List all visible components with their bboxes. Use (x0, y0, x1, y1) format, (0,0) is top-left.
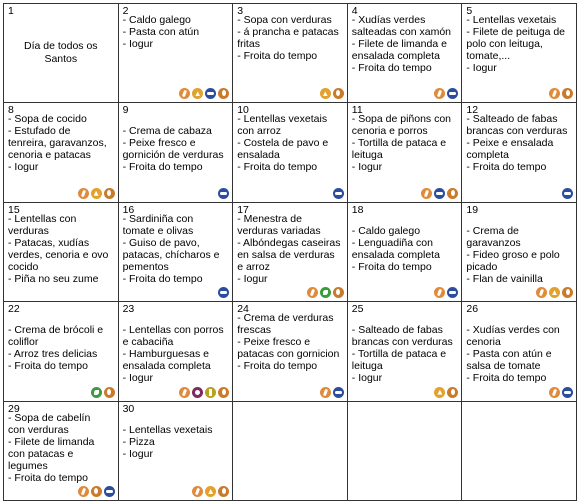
fish-icon (562, 188, 573, 199)
menu-items (123, 213, 231, 285)
allergen-icons (320, 88, 344, 99)
soy-icon (192, 387, 203, 398)
menu-items (466, 312, 574, 384)
menu-line: con verduras (8, 423, 69, 436)
holiday-line: Santos (44, 53, 78, 65)
egg-icon (218, 387, 229, 398)
menu-line: - Lentellas vexetais (466, 14, 557, 26)
menu-line (123, 113, 231, 125)
menu-line: - Lentellas vexetais (237, 113, 328, 126)
menu-line: en salsa de verduras (237, 248, 335, 261)
menu-line: - Lentellas vexetais (122, 423, 213, 436)
empty-cell (462, 401, 577, 500)
fish-icon (447, 88, 458, 99)
menu-line: - Filete de limanda e (351, 38, 447, 50)
allergen-icons (562, 188, 573, 199)
menu-line: brancas con verduras (466, 125, 568, 138)
allergen-icons (549, 387, 573, 398)
egg-icon (333, 287, 344, 298)
fish-icon (447, 287, 458, 298)
day-number: 11 (351, 104, 363, 117)
day-number: 25 (351, 303, 364, 316)
menu-line: salsa de tomate (466, 360, 541, 373)
menu-line: - Iogur (237, 272, 268, 285)
menu-items (237, 312, 345, 372)
menu-line: - Crema de cabaza (122, 125, 212, 138)
day-number: 1 (8, 5, 14, 17)
allergen-icons (78, 188, 115, 199)
gluten-icon (434, 88, 445, 99)
menu-line: - Iogur (466, 62, 497, 74)
day-cell-22 (4, 302, 119, 401)
menu-line: - Iogur (351, 372, 383, 385)
allergen-icons (434, 287, 458, 298)
allergen-icons (91, 387, 115, 398)
allergen-icons (307, 287, 344, 298)
holiday-label (4, 40, 118, 66)
day-number: 22 (8, 303, 20, 316)
menu-line: - Iogur (122, 447, 153, 460)
gluten-icon (78, 486, 89, 497)
egg-icon (333, 88, 344, 99)
milk-icon (434, 387, 445, 398)
menu-line: cocido (8, 260, 39, 273)
milk-icon (549, 287, 560, 298)
menu-line: - Froita do tempo (8, 471, 88, 484)
menu-line: - Sopa de cabelín (8, 411, 91, 424)
menu-line: - Sopa de cocido (8, 113, 87, 126)
day-cell-9 (118, 103, 233, 202)
day-cell-4 (347, 4, 462, 103)
menu-items (123, 412, 231, 460)
gluten-icon (549, 387, 560, 398)
allergen-icons (192, 486, 229, 497)
menu-line: - Peixe fresco e (122, 137, 196, 150)
menu-line: garavanzos (466, 236, 521, 249)
egg-icon (104, 387, 115, 398)
menu-items (8, 113, 116, 173)
day-cell-12 (462, 103, 577, 202)
gluten-icon (78, 188, 89, 199)
menu-line: brancas con verduras (351, 336, 453, 349)
menu-line: - Filete de peituga de (466, 26, 566, 38)
menu-line (352, 312, 460, 324)
fish-icon (333, 387, 344, 398)
egg-icon (447, 188, 458, 199)
menu-line: - Tortilla de pataca e (351, 348, 447, 361)
menu-line: - Xudías verdes con (466, 324, 560, 337)
menu-line: legumes (8, 459, 48, 472)
menu-line: - Piña no seu zume (8, 272, 99, 285)
gluten-icon (320, 387, 331, 398)
menu-items (237, 213, 345, 285)
menu-items (123, 113, 231, 173)
day-number: 19 (466, 203, 479, 216)
menu-line: polo con leituga, (466, 38, 543, 50)
fish-icon (218, 287, 229, 298)
menu-line: - Froita do tempo (466, 161, 547, 174)
menu-items (352, 312, 460, 384)
holiday-line: Día de todos os (24, 40, 98, 52)
menu-line: patacas con gornicion (237, 348, 340, 361)
menu-line: - Salteado de fabas (351, 324, 443, 337)
menu-line (466, 312, 574, 324)
menu-line: verdes, cenoria e ovo (8, 248, 109, 261)
day-number: 15 (8, 203, 20, 216)
week-row (4, 4, 577, 103)
gluten-icon (421, 188, 432, 199)
egg-icon (447, 387, 458, 398)
allergen-icons (434, 387, 458, 398)
menu-line: - Patacas, xudías (8, 236, 90, 249)
fish-icon (104, 486, 115, 497)
day-cell-26 (462, 302, 577, 401)
menu-line: - Pizza (122, 435, 155, 448)
day-number: 18 (351, 203, 364, 216)
allergen-icons (549, 88, 573, 99)
menu-line: cenoria e patacas (8, 149, 91, 162)
day-cell-18 (347, 202, 462, 301)
menu-items (8, 412, 116, 484)
monthly-menu-table (3, 3, 577, 501)
menu-items (466, 213, 574, 285)
egg-icon (91, 486, 102, 497)
day-cell-29 (4, 401, 119, 500)
menu-items (237, 14, 345, 62)
menu-line (123, 412, 231, 424)
gluten-icon (549, 88, 560, 99)
gluten-icon (179, 387, 190, 398)
menu-line: - Sopa con verduras (237, 14, 332, 26)
menu-line: - Sopa de piñons con (351, 113, 452, 126)
menu-line: - Froita do tempo (237, 161, 318, 174)
menu-line: - Iogur (8, 161, 39, 174)
day-number: 16 (122, 203, 135, 216)
fish-icon (205, 88, 216, 99)
menu-line: - Menestra de (237, 212, 302, 225)
menu-body (4, 4, 577, 501)
celery-icon (91, 387, 102, 398)
day-number: 30 (122, 402, 135, 415)
menu-line: - Froita do tempo (8, 360, 88, 373)
day-cell-30 (118, 401, 233, 500)
menu-line: cenoria e porros (351, 125, 428, 138)
menu-items (123, 14, 231, 50)
allergen-icons (320, 387, 344, 398)
week-row (4, 302, 577, 401)
day-number: 5 (466, 5, 473, 17)
menu-line: - Filete de limanda (8, 435, 95, 448)
menu-line (352, 213, 460, 225)
menu-line: ensalada completa (351, 50, 440, 62)
egg-icon (562, 88, 573, 99)
egg-icon (104, 188, 115, 199)
menu-line: - Froita do tempo (122, 161, 203, 174)
day-cell-24 (233, 302, 348, 401)
day-cell-15 (4, 202, 119, 301)
menu-items (466, 14, 574, 74)
day-number: 17 (237, 203, 249, 216)
empty-cell (347, 401, 462, 500)
milk-icon (192, 88, 203, 99)
menu-line: picado (466, 260, 498, 273)
menu-line: fritas (237, 38, 260, 50)
allergen-icons (434, 88, 458, 99)
menu-line: - Lenguadiña con (351, 236, 433, 249)
menu-items (352, 113, 460, 173)
menu-line: tenreira, garavanzos, (8, 137, 107, 150)
menu-line: - Sardiniña con (122, 212, 194, 225)
menu-line: gornición de verduras (122, 149, 224, 162)
menu-line: - Lentellas con (8, 212, 77, 225)
gluten-icon (192, 486, 203, 497)
menu-items (237, 113, 345, 173)
menu-line: e arroz (237, 260, 270, 273)
menu-line: patacas, chícharos e (122, 248, 220, 261)
week-row (4, 401, 577, 500)
menu-line: - Froita do tempo (466, 372, 547, 385)
egg-icon (218, 88, 229, 99)
menu-line: - Tortilla de pataca e (351, 137, 447, 150)
milk-icon (205, 486, 216, 497)
menu-items (352, 213, 460, 273)
allergen-icons (218, 188, 229, 199)
celery-icon (320, 287, 331, 298)
day-cell-1 (4, 4, 119, 103)
menu-line: - Hamburguesas e (122, 348, 209, 361)
menu-line (466, 213, 574, 225)
menu-line: verduras (8, 224, 49, 237)
day-cell-25 (347, 302, 462, 401)
menu-line: tomate,... (466, 50, 511, 62)
allergen-icons (333, 188, 344, 199)
menu-line: - Pasta con atún (122, 26, 200, 38)
menu-line: - Froita do tempo (237, 360, 318, 373)
menu-line: tomate e olivas (122, 224, 194, 237)
menu-line: ensalada completa (351, 248, 440, 261)
menu-line: frescas (237, 324, 272, 337)
day-cell-5 (462, 4, 577, 103)
menu-items (123, 312, 231, 384)
fish-icon (434, 188, 445, 199)
day-number: 8 (8, 104, 14, 117)
day-number: 29 (8, 402, 20, 415)
menu-line: - Iogur (122, 372, 153, 385)
menu-line: - á prancha e patacas (237, 26, 339, 38)
milk-icon (91, 188, 102, 199)
menu-line: con arroz (237, 125, 281, 138)
menu-items (466, 113, 574, 173)
menu-line: - Crema de brócoli e (8, 324, 104, 337)
day-cell-17 (233, 202, 348, 301)
allergen-icons (179, 88, 229, 99)
menu-line: - Caldo galego (351, 224, 421, 237)
gluten-icon (536, 287, 547, 298)
week-row (4, 202, 577, 301)
day-number: 26 (466, 303, 479, 316)
allergen-icons (78, 486, 115, 497)
egg-icon (218, 486, 229, 497)
day-number: 23 (122, 303, 135, 316)
menu-line: - Crema de verduras (237, 312, 334, 325)
empty-cell (233, 401, 348, 500)
menu-line: salteadas con xamón (351, 26, 452, 38)
gluten-icon (434, 287, 445, 298)
allergen-icons (218, 287, 229, 298)
menu-line: - Froita do tempo (351, 62, 432, 74)
menu-line: cenoria (466, 336, 501, 349)
menu-line: - Albóndegas caseiras (237, 236, 341, 249)
menu-line: - Caldo galego (122, 14, 191, 26)
egg-icon (562, 287, 573, 298)
menu-items (8, 312, 116, 372)
day-number: 4 (351, 5, 358, 17)
week-row (4, 103, 577, 202)
day-number: 12 (466, 104, 479, 117)
menu-line: - Peixe e ensalada (466, 137, 554, 150)
day-number: 3 (237, 5, 244, 17)
menu-line: - Arroz tres delicias (8, 348, 98, 361)
menu-line: pementos (122, 260, 169, 273)
milk-icon (320, 88, 331, 99)
fish-icon (333, 188, 344, 199)
menu-line: coliflor (8, 336, 39, 349)
day-cell-3 (233, 4, 348, 103)
menu-line: - Fideo groso e polo (466, 248, 560, 261)
mustard-icon (205, 387, 216, 398)
menu-line: e cabaciña (122, 336, 174, 349)
menu-line: - Froita do tempo (351, 260, 432, 273)
menu-line: - Peixe fresco e (237, 336, 311, 349)
menu-line: completa (466, 149, 509, 162)
menu-line: - Iogur (122, 38, 153, 50)
day-cell-10 (233, 103, 348, 202)
gluten-icon (179, 88, 190, 99)
day-number: 9 (122, 104, 129, 117)
menu-line: - Froita do tempo (237, 50, 318, 62)
menu-items (352, 14, 460, 74)
allergen-icons (536, 287, 573, 298)
day-number: 2 (122, 5, 129, 17)
menu-line: - Crema de (466, 224, 519, 237)
menu-line: - Estufado de (8, 125, 71, 138)
day-cell-16 (118, 202, 233, 301)
menu-line: - Guiso de pavo, (122, 236, 200, 249)
menu-line: - Pasta con atún e (466, 348, 552, 361)
day-cell-23 (118, 302, 233, 401)
menu-line: - Iogur (351, 161, 383, 174)
day-number: 24 (237, 303, 249, 316)
gluten-icon (307, 287, 318, 298)
menu-line: verduras variadas (237, 224, 321, 237)
day-cell-8 (4, 103, 119, 202)
day-cell-2 (118, 4, 233, 103)
menu-line (8, 312, 116, 324)
day-cell-19 (462, 202, 577, 301)
menu-line: - Xudías verdes (351, 14, 426, 26)
menu-line: ensalada (237, 149, 280, 162)
menu-line: - Flan de vainilla (466, 272, 543, 285)
day-cell-11 (347, 103, 462, 202)
menu-line: ensalada completa (122, 360, 211, 373)
menu-line: - Costela de pavo e (237, 137, 329, 150)
day-number: 10 (237, 104, 249, 117)
menu-line: - Froita do tempo (122, 272, 203, 285)
fish-icon (562, 387, 573, 398)
fish-icon (218, 188, 229, 199)
menu-items (8, 213, 116, 285)
menu-line: leituga (351, 360, 383, 373)
menu-line: - Salteado de fabas (466, 113, 558, 126)
allergen-icons (179, 387, 229, 398)
menu-line (123, 312, 231, 324)
allergen-icons (421, 188, 458, 199)
menu-line: leituga (351, 149, 383, 162)
menu-line: - Lentellas con porros (122, 324, 224, 337)
menu-line: con patacas e (8, 447, 74, 460)
